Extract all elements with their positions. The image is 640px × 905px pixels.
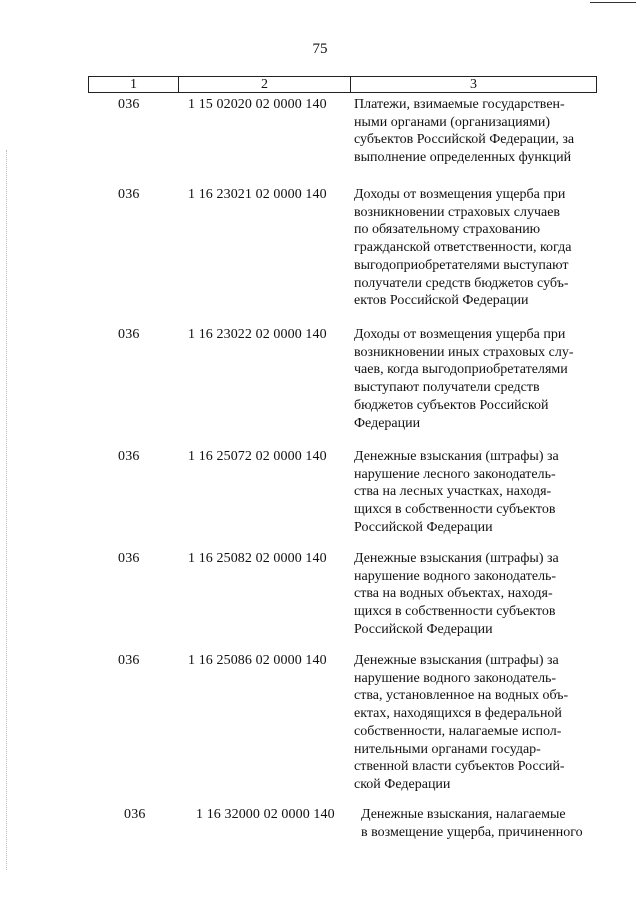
- description-line: ектах, находящихся в федеральной: [354, 706, 562, 722]
- description-line: ства на водных объектах, находя-: [354, 586, 553, 602]
- header-col-1: 1: [89, 77, 179, 92]
- income-description: [361, 806, 611, 841]
- admin-code: 036: [118, 327, 140, 342]
- admin-code: 036: [118, 187, 140, 202]
- description-line: Доходы от возмещения ущерба при: [354, 187, 566, 202]
- table-header: [88, 76, 597, 93]
- income-description: [354, 550, 604, 639]
- description-line: щихся в собственности субъектов: [354, 604, 556, 620]
- description-line: субъектов Российской Федерации, за: [354, 132, 575, 148]
- description-line: ственной власти субъектов Россий-: [354, 759, 565, 775]
- description-line: нарушение водного законодатель-: [354, 568, 557, 584]
- description-line: гражданской ответственности, когда: [354, 240, 572, 256]
- description-line: Денежные взыскания (штрафы) за: [354, 551, 559, 566]
- description-line: в возмещение ущерба, причиненного: [361, 824, 583, 840]
- description-line: Федерации: [354, 415, 421, 431]
- description-line: выступают получатели средств: [354, 380, 540, 396]
- description-line: Платежи, взимаемые государствен-: [354, 97, 565, 112]
- description-line: нительными органами государ-: [354, 741, 541, 757]
- description-line: нарушение лесного законодатель-: [354, 466, 556, 482]
- income-description: [354, 326, 604, 432]
- description-line: ства на лесных участках, находя-: [354, 484, 552, 500]
- description-line: ства, установленное на водных объ-: [354, 688, 569, 704]
- admin-code: 036: [118, 551, 140, 566]
- admin-code: 036: [118, 449, 140, 464]
- description-line: ными органами (организациями): [354, 114, 551, 130]
- kbk-code: 1 16 25086 02 0000 140: [188, 653, 327, 668]
- description-line: получатели средств бюджетов субъ-: [354, 275, 569, 291]
- admin-code: 036: [124, 807, 146, 822]
- kbk-code: 1 16 23022 02 0000 140: [188, 327, 327, 342]
- scan-margin-dots: [6, 150, 8, 870]
- description-line: Денежные взыскания (штрафы) за: [354, 449, 559, 464]
- kbk-code: 1 16 25072 02 0000 140: [188, 449, 327, 464]
- description-line: бюджетов субъектов Российской: [354, 397, 549, 413]
- kbk-code: 1 16 25082 02 0000 140: [188, 551, 327, 566]
- description-line: щихся в собственности субъектов: [354, 502, 556, 518]
- description-line: возникновении страховых случаев: [354, 204, 561, 220]
- income-description: [354, 448, 604, 537]
- description-line: Доходы от возмещения ущерба при: [354, 327, 566, 342]
- description-line: собственности, налагаемые испол-: [354, 723, 562, 739]
- header-col-3: 3: [470, 77, 477, 92]
- kbk-code: 1 16 32000 02 0000 140: [196, 807, 335, 822]
- description-line: выгодоприобретателями выступают: [354, 257, 569, 273]
- description-line: Российской Федерации: [354, 621, 493, 637]
- header-col-2: 2: [179, 77, 351, 92]
- description-line: чаев, когда выгодоприобретателями: [354, 362, 568, 378]
- income-description: [354, 652, 604, 794]
- top-right-rule: [590, 2, 636, 3]
- description-line: возникновении иных страховых слу-: [354, 344, 574, 360]
- admin-code: 036: [118, 653, 140, 668]
- description-line: Денежные взыскания, налагаемые: [361, 807, 566, 822]
- description-line: Денежные взыскания (штрафы) за: [354, 653, 559, 668]
- income-description: [354, 186, 604, 310]
- description-line: ектов Российской Федерации: [354, 293, 529, 309]
- description-line: нарушение водного законодатель-: [354, 670, 557, 686]
- description-line: ской Федерации: [354, 776, 451, 792]
- description-line: Российской Федерации: [354, 519, 493, 535]
- description-line: по обязательному страхованию: [354, 222, 541, 238]
- kbk-code: 1 15 02020 02 0000 140: [188, 97, 327, 112]
- description-line: выполнение определенных функций: [354, 150, 572, 166]
- income-description: [354, 96, 604, 167]
- kbk-code: 1 16 23021 02 0000 140: [188, 187, 327, 202]
- page-number: 75: [312, 41, 328, 57]
- admin-code: 036: [118, 97, 140, 112]
